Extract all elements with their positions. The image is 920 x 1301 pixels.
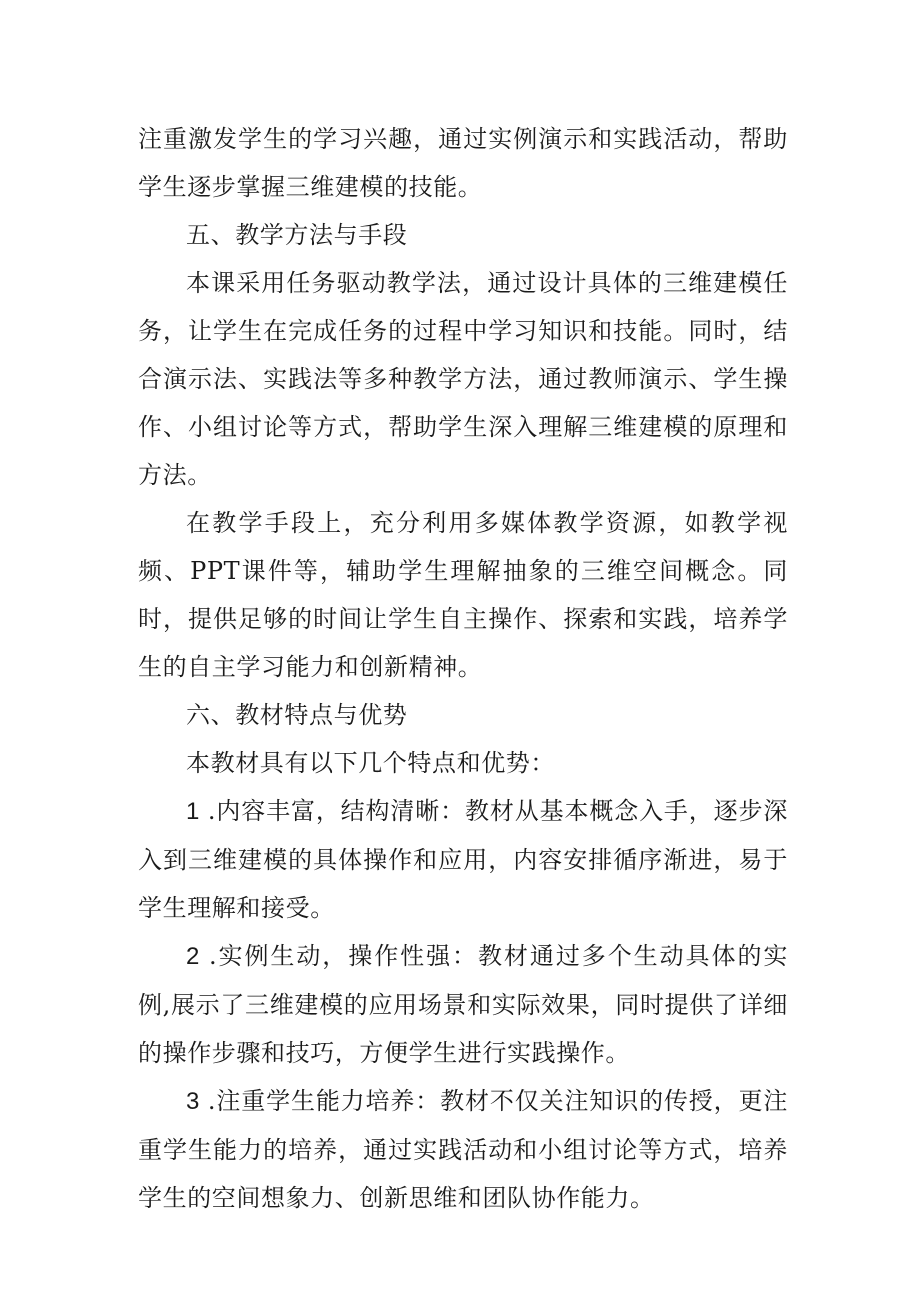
section-6-intro: 本教材具有以下几个特点和优势： bbox=[186, 749, 555, 777]
section-5-paragraph-1: 本课采用任务驱动教学法，通过设计具体的三维建模任务，让学生在完成任务的过程中学习知识和技能。同时，结合演示法、实践法等多种教学方法，通过教师演示、学生操作、小组讨论等方式，帮助学生深入理解三维建模的原理和方法。 bbox=[138, 269, 788, 489]
list-item-number: 3 bbox=[186, 1088, 200, 1115]
section-6-heading: 六、教材特点与优势 bbox=[186, 701, 408, 729]
list-item-text: .实例生动，操作性强：教材通过多个生动具体的实例,展示了三维建模的应用场景和实际效果，同时提供了详细的操作步骤和技巧，方便学生进行实践操作。 bbox=[138, 942, 788, 1067]
list-item-text: .注重学生能力培养：教材不仅关注知识的传授，更注重学生能力的培养，通过实践活动和小组讨论等方式，培养学生的空间想象力、创新思维和团队协作能力。 bbox=[138, 1087, 788, 1212]
list-item-text: .内容丰富，结构清晰：教材从基本概念入手，逐步深入到三维建模的具体操作和应用，内容安排循序渐进，易于学生理解和接受。 bbox=[138, 797, 788, 922]
list-item-number: 1 bbox=[186, 798, 200, 825]
section-5-heading: 五、教学方法与手段 bbox=[186, 221, 408, 249]
list-item-1 bbox=[138, 787, 788, 932]
list-item-2 bbox=[138, 932, 788, 1077]
section-5-paragraph-2: 在教学手段上，充分利用多媒体教学资源，如教学视频、PPT课件等，辅助学生理解抽象的三维空间概念。同时，提供足够的时间让学生自主操作、探索和实践，培养学生的自主学习能力和创新精神。 bbox=[138, 509, 788, 681]
document-body bbox=[138, 115, 788, 1222]
list-item-number: 2 bbox=[186, 943, 200, 970]
list-item-3 bbox=[138, 1077, 788, 1222]
intro-paragraph: 注重激发学生的学习兴趣，通过实例演示和实践活动，帮助学生逐步掌握三维建模的技能。 bbox=[138, 125, 788, 201]
